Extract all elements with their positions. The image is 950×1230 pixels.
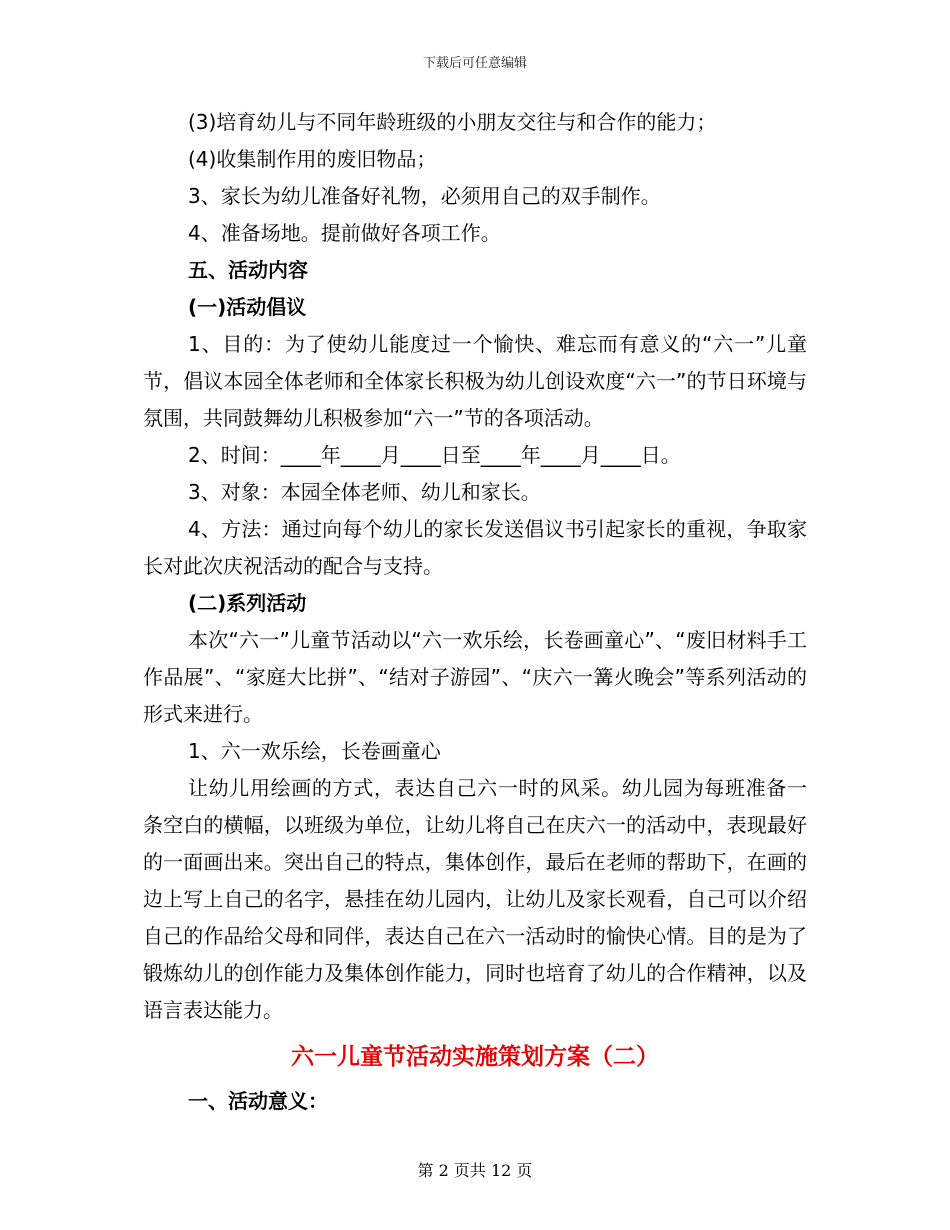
document-body bbox=[143, 104, 807, 1120]
list-item: 3、家长为幼儿准备好礼物，必须用自己的双手制作。 bbox=[188, 184, 661, 208]
paragraph-series: 本次“六一”儿童节活动以“六一欢乐绘，长卷画童心”、“废旧材料手工作品展”、“家庭大比拼”、“结对子游园”、“庆六一篝火晚会”等系列活动的形式来进行。 bbox=[143, 628, 807, 726]
list-item: (3)培育幼儿与不同年龄班级的小朋友交往与和合作的能力； bbox=[188, 110, 717, 134]
paragraph-audience: 3、对象：本园全体老师、幼儿和家长。 bbox=[188, 480, 541, 504]
activity-heading: 1、六一欢乐绘，长卷画童心 bbox=[188, 739, 441, 763]
page-footer: 第 2 页共 12 页 bbox=[417, 1161, 533, 1180]
paragraph-activity-detail: 让幼儿用绘画的方式，表达自己六一时的风采。幼儿园为每班准备一条空白的横幅，以班级为单位，让幼儿将自己在庆六一的活动中，表现最好的一面画出来。突出自己的特点，集体创作，最后在老师的帮助下，在画的边上写上自己的名字，悬挂在幼儿园内，让幼儿及家长观看，自己可以介绍自己的作品给父母和同伴，表达自己在六一活动时的愉快心情。目的是为了锻炼幼儿的创作能力及集体创作能力，同时也培育了幼儿的合作精神，以及语言表达能力。 bbox=[143, 776, 807, 1022]
paragraph-time: 2、时间：____年____月____日至____年____月____日。 bbox=[188, 443, 681, 467]
section-title: 六一儿童节活动实施策划方案（二） bbox=[291, 1044, 659, 1070]
list-item: (4)收集制作用的废旧物品； bbox=[188, 147, 437, 171]
paragraph-method: 4、方法：通过向每个幼儿的家长发送倡议书引起家长的重视，争取家长对此次庆祝活动的配合与支持。 bbox=[143, 517, 807, 578]
section-heading: 五、活动内容 bbox=[188, 258, 308, 282]
list-item: 4、准备场地。提前做好各项工作。 bbox=[188, 221, 501, 245]
subsection-heading: (一)活动倡议 bbox=[188, 295, 307, 319]
section-heading: 一、活动意义： bbox=[188, 1089, 328, 1113]
subsection-heading: (二)系列活动 bbox=[188, 591, 307, 615]
page-header: 下载后可任意编辑 bbox=[422, 56, 527, 71]
paragraph-purpose: 1、目的：为了使幼儿能度过一个愉快、难忘而有意义的“六一”儿童节，倡议本园全体老师和全体家长积极为幼儿创设欢度“六一”的节日环境与氛围，共同鼓舞幼儿积极参加“六一”节的各项活动。 bbox=[143, 332, 807, 430]
